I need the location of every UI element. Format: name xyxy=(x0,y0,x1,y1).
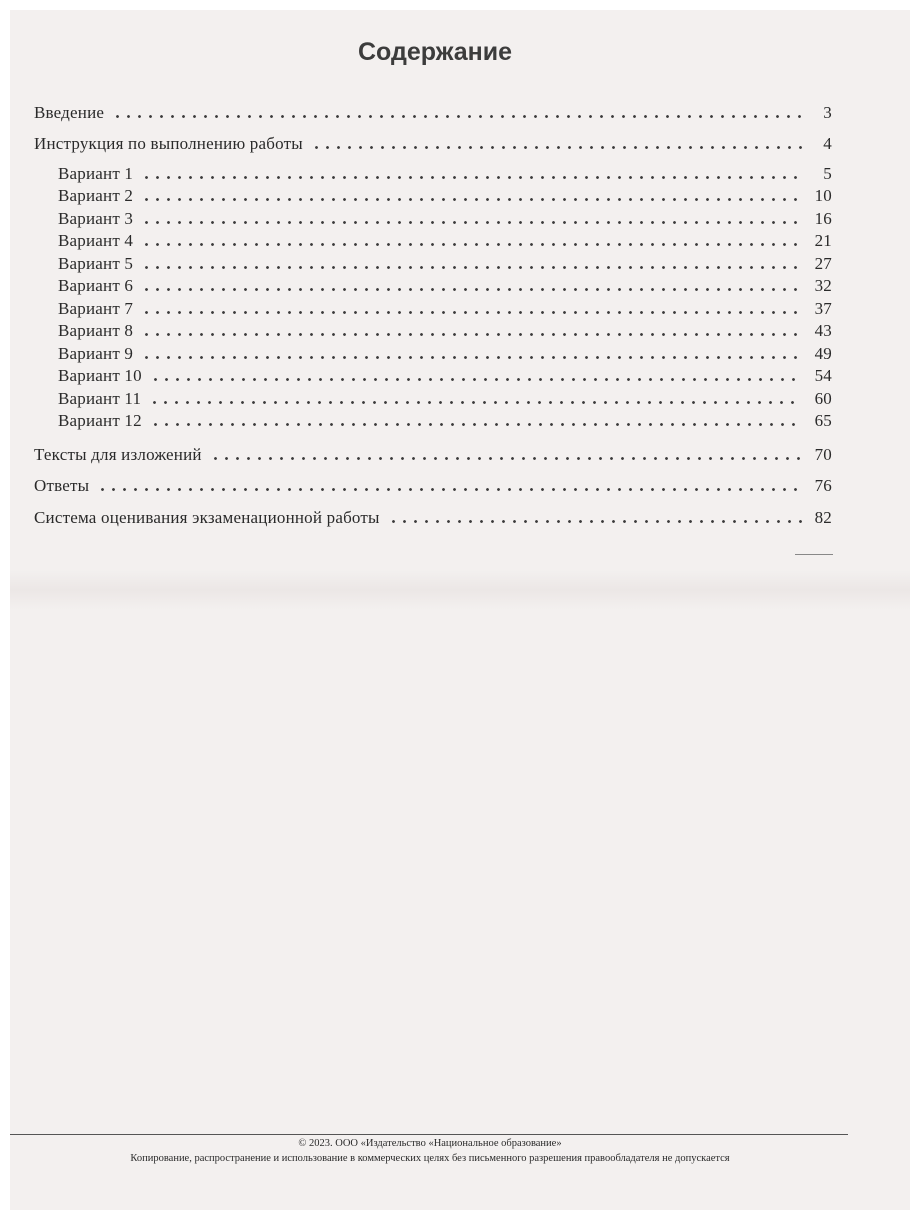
dot-leader xyxy=(141,198,802,201)
dot-leader xyxy=(141,311,802,314)
show-through-band xyxy=(10,570,910,610)
toc-page-number: 76 xyxy=(814,476,832,495)
toc-label: Вариант 6 xyxy=(58,276,134,295)
dot-leader xyxy=(210,457,802,460)
toc-page-number: 32 xyxy=(814,276,832,295)
toc-entry-variant-11 xyxy=(58,388,832,410)
footer-divider xyxy=(10,1134,848,1135)
dot-leader xyxy=(150,378,802,381)
toc-label: Инструкция по выполнению работы xyxy=(34,134,303,153)
toc-label: Вариант 4 xyxy=(58,231,134,250)
document-page xyxy=(10,10,910,1210)
toc-entry-variant-6 xyxy=(58,275,832,297)
toc-entry-variant-5 xyxy=(58,253,832,275)
toc-page-number: 65 xyxy=(814,411,832,430)
toc-page-number: 54 xyxy=(814,366,832,385)
toc-label: Вариант 3 xyxy=(58,209,134,228)
dot-leader xyxy=(149,401,802,404)
toc-label: Вариант 7 xyxy=(58,299,134,318)
toc-page-number: 82 xyxy=(814,508,832,527)
divider xyxy=(795,554,833,555)
copyright-line: © 2023. ООО «Издательство «Национальное образование» xyxy=(298,1138,562,1149)
toc-label: Вариант 5 xyxy=(58,254,134,273)
dot-leader xyxy=(97,488,802,491)
toc-label: Введение xyxy=(34,103,105,122)
toc-page-number: 16 xyxy=(814,209,832,228)
toc-page-number: 4 xyxy=(823,134,832,153)
toc-entry-variant-10 xyxy=(58,365,832,387)
toc-page-number: 21 xyxy=(814,231,832,250)
copyright-notice: Копирование, распространение и использование в коммерческих целях без письменного разрешения правообладателя не допускается xyxy=(130,1153,730,1164)
dot-leader xyxy=(141,176,802,179)
dot-leader xyxy=(311,146,802,149)
toc-label: Вариант 2 xyxy=(58,186,134,205)
toc-entry-variant-4 xyxy=(58,230,832,252)
toc-label: Вариант 8 xyxy=(58,321,134,340)
toc-entry-variant-2 xyxy=(58,185,832,207)
table-of-contents xyxy=(10,10,910,570)
dot-leader xyxy=(150,423,802,426)
toc-entry-variant-3 xyxy=(58,208,832,230)
toc-entry-answers xyxy=(34,475,832,497)
toc-label: Вариант 10 xyxy=(58,366,142,385)
toc-page-number: 49 xyxy=(814,344,832,363)
dot-leader xyxy=(141,243,802,246)
page-title: Содержание xyxy=(357,38,513,66)
toc-label: Ответы xyxy=(34,476,90,495)
toc-entry-texts xyxy=(34,444,832,466)
toc-label: Вариант 12 xyxy=(58,411,142,430)
toc-page-number: 5 xyxy=(823,164,832,183)
toc-entry-grading xyxy=(34,507,832,529)
toc-entry-variant-7 xyxy=(58,298,832,320)
toc-page-number: 37 xyxy=(814,299,832,318)
dot-leader xyxy=(388,520,802,523)
toc-entry-variant-8 xyxy=(58,320,832,342)
toc-page-number: 10 xyxy=(814,186,832,205)
dot-leader xyxy=(141,356,802,359)
dot-leader xyxy=(141,266,802,269)
toc-page-number: 43 xyxy=(814,321,832,340)
toc-entry-variant-12 xyxy=(58,410,832,432)
dot-leader xyxy=(112,115,802,118)
toc-label: Вариант 1 xyxy=(58,164,134,183)
toc-label: Вариант 9 xyxy=(58,344,134,363)
toc-entry-variant-1 xyxy=(58,163,832,185)
dot-leader xyxy=(141,221,802,224)
dot-leader xyxy=(141,288,802,291)
toc-entry-variant-9 xyxy=(58,343,832,365)
toc-page-number: 3 xyxy=(823,103,832,122)
toc-page-number: 70 xyxy=(814,445,832,464)
toc-entry-introduction xyxy=(34,102,832,124)
toc-label: Вариант 11 xyxy=(58,389,142,408)
toc-label: Тексты для изложений xyxy=(34,445,202,464)
toc-entry-instructions xyxy=(34,133,832,155)
dot-leader xyxy=(141,333,802,336)
toc-page-number: 60 xyxy=(814,389,832,408)
toc-page-number: 27 xyxy=(814,254,832,273)
toc-label: Система оценивания экзаменационной работы xyxy=(34,508,380,527)
